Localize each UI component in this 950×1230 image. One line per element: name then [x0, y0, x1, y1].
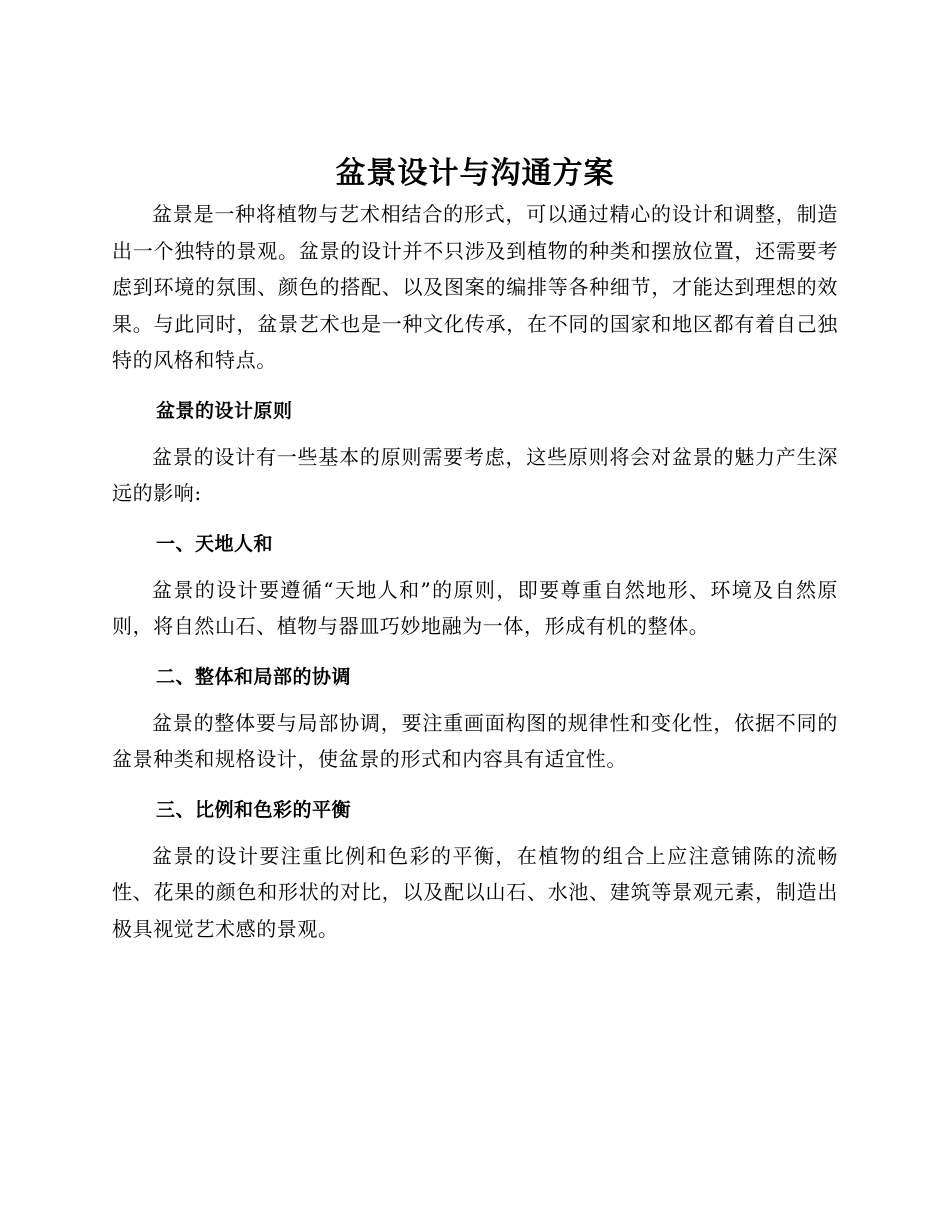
spacer — [112, 645, 838, 659]
section-paragraph-design-principles: 盆景的设计有一些基本的原则需要考虑，这些原则将会对盆景的魅力产生深远的影响: — [112, 444, 838, 505]
spacer — [112, 828, 838, 838]
spacer — [112, 778, 838, 792]
spacer — [112, 695, 838, 705]
section-heading-balance: 三、比例和色彩的平衡 — [156, 798, 352, 821]
section-heading-coordination: 二、整体和局部的协调 — [156, 665, 352, 688]
spacer — [112, 562, 838, 572]
spacer — [112, 379, 838, 393]
spacer — [112, 429, 838, 439]
section-paragraph-harmony: 盆景的设计要遵循“天地人和”的原则，即要尊重自然地形、环境及自然原则，将自然山石、植物与器皿巧妙地融为一体，形成有机的整体。 — [112, 577, 838, 638]
section-heading-design-principles: 盆景的设计原则 — [156, 399, 293, 422]
spacer — [112, 512, 838, 526]
section-paragraph-coordination: 盆景的整体要与局部协调，要注重画面构图的规律性和变化性，依据不同的盆景种类和规格设计，使盆景的形式和内容具有适宜性。 — [112, 710, 838, 771]
section-heading-harmony: 一、天地人和 — [156, 532, 274, 555]
document-page — [112, 152, 838, 947]
section-paragraph-balance: 盆景的设计要注重比例和色彩的平衡，在植物的组合上应注意铺陈的流畅性、花果的颜色和形状的对比，以及配以山石、水池、建筑等景观元素，制造出极具视觉艺术感的景观。 — [112, 843, 838, 941]
document-title: 盆景设计与沟通方案 — [335, 156, 615, 191]
intro-paragraph: 盆景是一种将植物与艺术相结合的形式，可以通过精心的设计和调整，制造出一个独特的景观。盆景的设计并不只涉及到植物的种类和摆放位置，还需要考虑到环境的氛围、颜色的搭配、以及图案的编排等各种细节，才能达到理想的效果。与此同时，盆景艺术也是一种文化传承，在不同的国家和地区都有着自己独特的风格和特点。 — [112, 202, 838, 372]
